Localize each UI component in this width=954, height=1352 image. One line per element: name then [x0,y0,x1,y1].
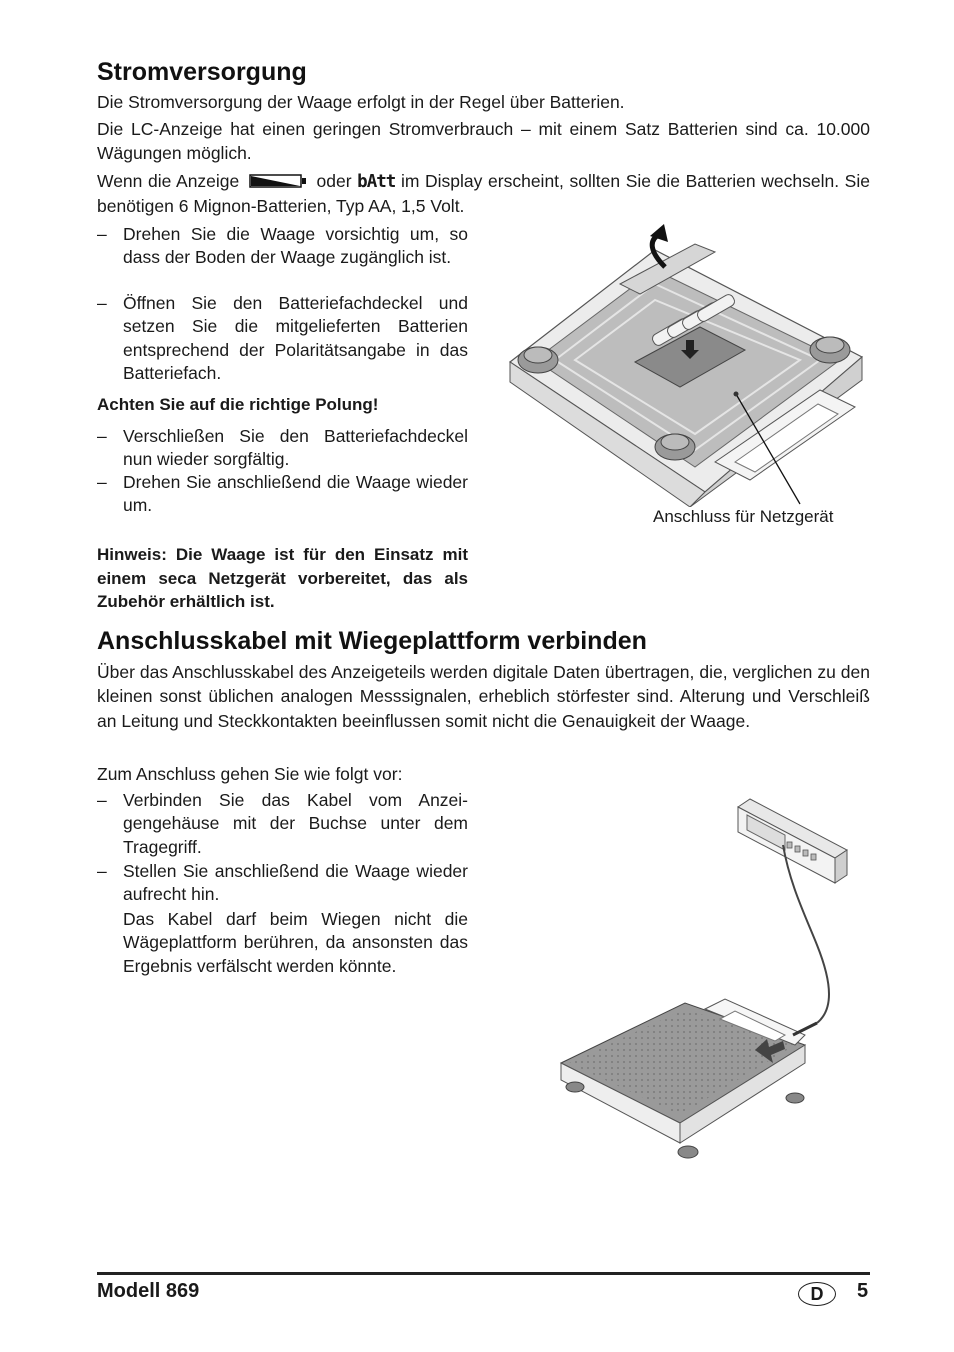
polarity-note: Achten Sie auf die richtige Polung! [97,395,379,414]
power-adapter-hint: Hinweis: Die Waage ist für den Einsatz mit einem seca Netzgerät vorbereitet, das als Zubehör erhältlich ist. [97,545,468,611]
paragraph-power-intro: Die Stromversorgung der Waage erfolgt in der Regel über Batterien. [97,92,625,112]
figure-caption-power-socket: Anschluss für Netzgerät [653,507,834,526]
cable-warning-note: Das Kabel darf beim Wiegen nicht die Wägeplattform berühren, da ansonsten das Ergebnis verfälscht werden könnte. [123,909,468,976]
paragraph-battery-warning [97,169,870,219]
footer-model: Modell 869 [97,1280,200,1302]
section-heading-cable-connection: Anschlusskabel mit Wiegeplattform verbinden [97,627,647,655]
figure-scale-underside [500,222,880,507]
battery-warning-start: Wenn die Anzeige [97,171,240,191]
section-heading-power: Stromversorgung [97,58,307,86]
dash-bullet: – [97,861,107,881]
list-item-text: Verschließen Sie den Batteriefachdeckel nun wieder sorgfältig. [123,426,468,470]
paragraph-power-consumption: Die LC-Anzeige hat einen geringen Stromverbrauch – mit einem Satz Batterien sind ca. 10.000 Wägungen möglich. [97,119,870,164]
footer-rule [97,1272,870,1275]
batt-display-text: bAtt [357,172,396,192]
battery-warning-end: im Display erscheint, sollten Sie die Batterien wechseln. Sie benötigen 6 Mignon-Batterien, Typ AA, 1,5 Volt. [97,171,870,217]
list-item-text: Drehen Sie anschließend die Waage wieder um. [123,472,468,516]
dash-bullet: – [97,472,107,492]
dash-bullet: – [97,790,107,810]
list-item-text: Stellen Sie anschließend die Waage wieder aufrecht hin. [123,861,468,905]
paragraph-connection-intro: Zum Anschluss gehen Sie wie folgt vor: [97,764,403,784]
page-number: 5 [857,1280,869,1302]
battery-low-icon [249,171,307,187]
paragraph-digital-data: Über das Anschlusskabel des Anzeigeteils werden digitale Daten übertragen, die, verglichen zu den kleinen sonst üblichen analogen Messsignalen, erheblich störfester sind. Alterung und Verschleiß an Leitung und Steckkontakten beeinflussen somit nicht die Genauigkeit der Waage. [97,662,870,731]
list-item-text: Verbinden Sie das Kabel vom Anzeigengehäuse mit der Buchse unter dem Tragegriff. [123,790,468,857]
list-item-text: Drehen Sie die Waage vorsichtig um, so dass der Boden der Waage zugänglich ist. [123,224,468,268]
language-badge: D [798,1282,836,1306]
dash-bullet: – [97,293,107,313]
dash-bullet: – [97,224,107,244]
battery-warning-or: oder [316,171,352,191]
figure-scale-with-display [555,795,855,1165]
list-item-text: Öffnen Sie den Batteriefachdeckel und setzen Sie die mitgelieferten Batterien entsprechend der Polaritätsangabe in das Batteriefach. [123,293,468,383]
dash-bullet: – [97,426,107,446]
